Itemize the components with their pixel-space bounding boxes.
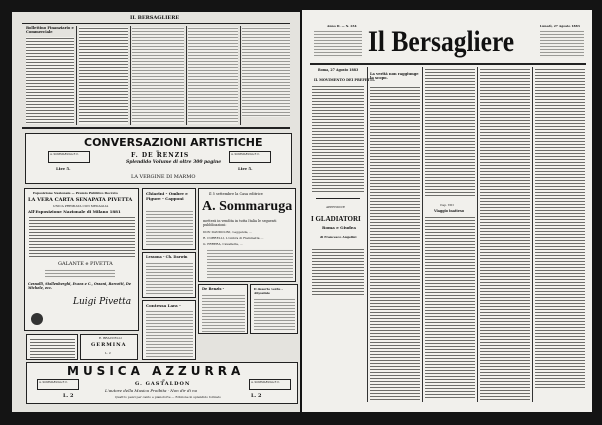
ad-title: LA VERA CARTA SENAPATA PIVETTA	[28, 197, 133, 203]
ad-chiarini	[142, 188, 196, 250]
ad-price: L. 2	[63, 393, 74, 399]
article-title: La verità non raggiunge lo scopo.	[370, 72, 419, 81]
dateline: Roma, 27 Agosto 1883	[318, 68, 359, 72]
ad-header: Esposizione Nazionale — Premio Pubblico Decreto	[33, 191, 118, 195]
left-page	[12, 12, 300, 412]
ad-label: E. BRACCELLI	[99, 336, 122, 340]
ad-price: Lire 5.	[238, 166, 253, 171]
ad-side-label: A. SOMMARUGA E C.	[249, 379, 291, 390]
list-item: DON DANDOLINI, Leggende, ...	[203, 230, 253, 234]
chapter-number: Cap. VIII	[440, 203, 454, 207]
ad-subtitle: L'autore della Musica Proibita · Non dir di no	[105, 388, 198, 393]
appendice-author: di Francesco Angelini	[320, 235, 357, 239]
ad-di: di	[156, 149, 159, 153]
ad-side-label: A. SOMMARUGA E C.	[48, 151, 90, 163]
ad-title: CONVERSAZIONI ARTISTICHE	[84, 136, 263, 149]
ad-subtitle: Splendido Volume di oltre 300 pagine	[126, 160, 222, 165]
ad-price: L. 2	[105, 351, 111, 355]
ad-line: UNICA PREMIATA CON MEDAGLIA	[53, 204, 109, 208]
ad-title: GERMINA	[91, 342, 127, 348]
ad-title: Chiarini - Ombre e Figure - Capponi	[146, 191, 188, 201]
ad-di: di	[162, 378, 165, 382]
ad-title: A. Sommaruga	[202, 199, 293, 214]
ad-price: Lire 5.	[56, 166, 71, 171]
ad-line: All'Esposizione Nazionale di Milano 1881	[28, 209, 121, 214]
ad-deserto	[250, 284, 298, 334]
ad-small	[26, 334, 78, 360]
ad-footer: LA VERGINE DI MARMO	[131, 174, 196, 180]
masthead: Il Bersagliere	[368, 25, 515, 58]
ad-de-renzis	[198, 284, 248, 334]
market-column	[242, 27, 290, 117]
ad-price: L. 2	[251, 393, 262, 399]
ad-title: Lessona - Ch. Darwin	[146, 255, 188, 259]
ad-header: Il 5 settembre la Casa editrice	[209, 192, 263, 196]
market-title: Bollettino Finanziario e Commerciale	[26, 26, 74, 35]
ad-title: Contessa Lara -	[146, 303, 181, 308]
ad-intro: metterà in vendita in tutta Italia le seguenti pubblicazioni:	[203, 219, 277, 227]
ad-title: MUSICA AZZURRA	[67, 364, 245, 378]
issue-date: Lunedì, 27 Agosto 1883	[540, 24, 580, 28]
chapter-title: Viaggio inatteso	[434, 209, 465, 213]
ad-side-label: A. SOMMARUGA E C.	[229, 151, 271, 163]
seal-icon	[31, 313, 43, 325]
subscription-info	[314, 30, 362, 58]
list-item: G. ERRERA, Cavalleria, ...	[203, 242, 243, 246]
ad-contessa	[142, 300, 196, 360]
running-head: IL BERSAGLIERE	[130, 15, 180, 21]
ad-maker: GALANTE e PIVETTA	[58, 261, 113, 267]
article-title: IL MOVIMENTO DEI PREFETTI.	[314, 78, 376, 82]
ad-pivetta	[24, 188, 139, 331]
right-page	[302, 10, 592, 412]
market-column	[132, 27, 184, 124]
signature: Luigi Pivetta	[73, 297, 132, 307]
market-column	[26, 37, 74, 124]
ad-author: F. DE RENZIS	[131, 152, 190, 159]
ad-agents: Cesnolli, Stallenberghi, Evans e C., Ossani, Barcetti, De Michele, ecc.	[28, 282, 131, 290]
ad-musica-azzurra	[26, 362, 298, 404]
ad-footer: Quattro pezzi per canto e pianoforte — Edizione in splendido formato	[115, 395, 221, 399]
market-column	[79, 27, 128, 124]
ad-title: De Renzis -	[202, 287, 225, 291]
ad-conversazioni	[25, 133, 292, 184]
ad-sommaruga	[198, 188, 296, 282]
ad-lessona	[142, 252, 196, 298]
appendice-subtitle: Roma e Giudea	[322, 225, 356, 230]
market-column	[188, 27, 238, 124]
ad-author: G. GASTALDON	[135, 381, 191, 387]
list-item: R. CORRELLI, L'ombra di Fiammetta ...	[203, 236, 264, 240]
appendice-label: APPENDICE	[326, 205, 346, 209]
office-info	[540, 30, 584, 58]
appendice-title: I GLADIATORI	[311, 215, 361, 223]
issue-number: Anno II. — N. 234	[327, 24, 357, 28]
ad-title: Il deserto verde - Abyssinie	[254, 287, 283, 295]
ad-side-label: A. SOMMARUGA E C.	[37, 379, 79, 390]
ad-germina	[80, 334, 138, 360]
